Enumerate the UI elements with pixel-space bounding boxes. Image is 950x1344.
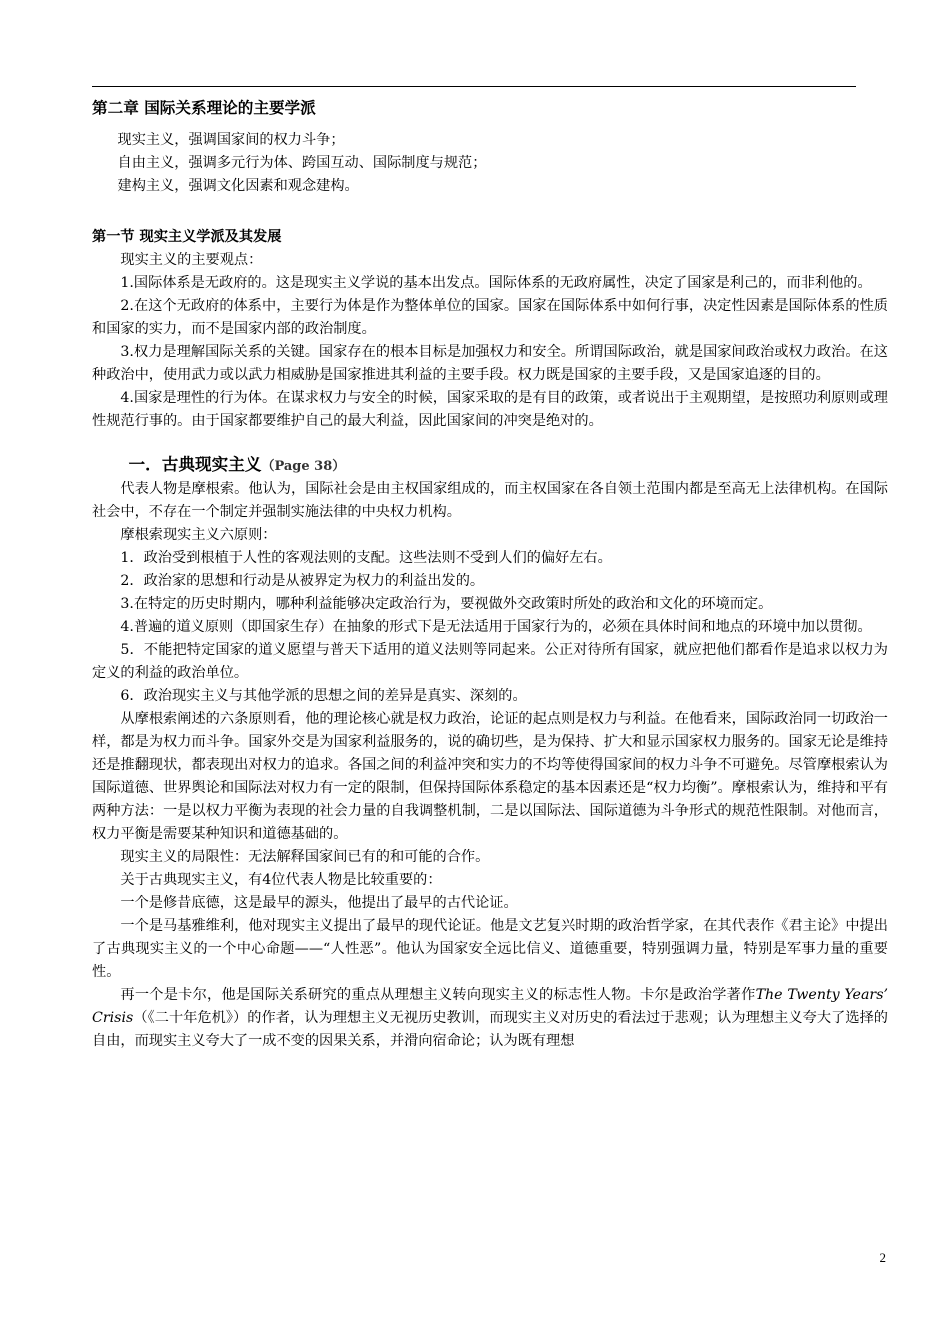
subsection-title-text: 一．古典现实主义 xyxy=(128,455,262,474)
paragraph: 2.在这个无政府的体系中，主要行为体是作为整体单位的国家。国家在国际体系中如何行事，决定性因素是国际体系的性质和国家的实力，而不是国家内部的政治制度。 xyxy=(92,298,888,337)
subsection-title xyxy=(92,453,888,478)
paragraph: 现实主义的主要观点： xyxy=(120,252,263,268)
page-content xyxy=(92,96,888,1053)
paragraph: 一个是马基雅维利，他对现实主义提出了最早的现代论证。他是文艺复兴时期的政治哲学家，在其代表作《君主论》中提出了古典现实主义的一个中心命题——“人性恶”。他认为国家安全远比信义、道德重要，特别强调力量，特别是军事力量的重要性。 xyxy=(92,918,888,980)
paragraph-text-after: （《二十年危机》）的作者，认为理想主义无视历史教训，而现实主义对历史的看法过于悲观；认为理想主义夸大了选择的自由，而现实主义夸大了一成不变的因果关系，并滑向宿命论；认为既有理想 xyxy=(92,1010,888,1049)
principle-item: 1．政治受到根植于人性的客观法则的支配。这些法则不受到人们的偏好左右。 xyxy=(120,550,612,566)
paragraph: 代表人物是摩根索。他认为，国际社会是由主权国家组成的，而主权国家在各自领土范围内都是至高无上法律机构。在国际社会中，不存在一个制定并强制实施法律的中央权力机构。 xyxy=(92,481,888,520)
section-title: 第一节 现实主义学派及其发展 xyxy=(92,229,282,245)
paragraph: 1.国际体系是无政府的。这是现实主义学说的基本出发点。国际体系的无政府属性，决定了国家是利己的，而非利他的。 xyxy=(120,275,872,291)
paragraph: 一个是修昔底德，这是最早的源头，他提出了最早的古代论证。 xyxy=(120,895,518,911)
principle-item: 3.在特定的历史时期内，哪种利益能够决定政治行为，要视做外交政策时所处的政治和文化的环境而定。 xyxy=(120,596,773,612)
principle-item: 6．政治现实主义与其他学派的思想之间的差异是真实、深刻的。 xyxy=(120,688,527,704)
page-number: 2 xyxy=(879,1250,886,1265)
book-title: The Twenty Years’ Crisis xyxy=(92,987,888,1026)
paragraph: 3.权力是理解国际关系的关键。国家存在的根本目标是加强权力和安全。所谓国际政治，就是国家间政治或权力政治。在这种政治中，使用武力或以武力相威胁是国家推进其利益的主要手段。权力既是国家的主要手段，又是国家追逐的目的。 xyxy=(92,344,888,383)
paragraph: 摩根索现实主义六原则： xyxy=(120,527,277,543)
page-reference: （Page 38） xyxy=(261,459,346,474)
paragraph: 4.国家是理性的行为体。在谋求权力与安全的时候，国家采取的是有目的政策，或者说出于主观期望，是按照功利原则或理性规范行事的。由于国家都要维护自己的最大利益，因此国家间的冲突是绝对的。 xyxy=(92,390,888,429)
paragraph: 现实主义的局限性：无法解释国家间已有的和可能的合作。 xyxy=(120,849,490,865)
paragraph-text-before: 再一个是卡尔，他是国际关系研究的重点从理想主义转向现实主义的标志性人物。卡尔是政治学著作 xyxy=(120,987,756,1003)
paragraph: 从摩根索阐述的六条原则看，他的理论核心就是权力政治，论证的起点则是权力与利益。在他看来，国际政治同一切政治一样，都是为权力而斗争。国家外交是为国家利益服务的，说的确切些，是为保持、扩大和显示国家权力服务的。国家无论是维持还是推翻现状，都表现出对权力的追求。各国之间的利益冲突和实力的不均等使得国家间的权力斗争不可避免。尽管摩根索认为国际道德、世界舆论和国际法对权力有一定的限制，但保持国际体系稳定的基本因素还是“权力均衡”。摩根索认为，维持和平有两种方法：一是以权力平衡为表现的社会力量的自我调整机制，二是以国际法、国际道德为斗争形式的规范性限制。对他而言，权力平衡是需要某种知识和道德基础的。 xyxy=(92,711,888,842)
header-rule xyxy=(92,86,856,87)
intro-line: 自由主义，强调多元行为体、跨国互动、国际制度与规范； xyxy=(117,155,487,171)
paragraph xyxy=(92,984,888,1053)
intro-line: 现实主义，强调国家间的权力斗争； xyxy=(117,132,345,148)
intro-line: 建构主义，强调文化因素和观念建构。 xyxy=(117,178,359,194)
paragraph: 关于古典现实主义，有4位代表人物是比较重要的： xyxy=(120,872,442,888)
principle-item: 2．政治家的思想和行动是从被界定为权力的利益出发的。 xyxy=(120,573,485,589)
chapter-title: 第二章 国际关系理论的主要学派 xyxy=(92,99,316,117)
principle-item: 5．不能把特定国家的道义愿望与普天下适用的道义法则等同起来。公正对待所有国家，就应把他们都看作是追求以权力为定义的利益的政治单位。 xyxy=(92,642,888,681)
principle-item: 4.普遍的道义原则（即国家生存）在抽象的形式下是无法适用于国家行为的，必须在具体时间和地点的环境中加以贯彻。 xyxy=(120,619,872,635)
